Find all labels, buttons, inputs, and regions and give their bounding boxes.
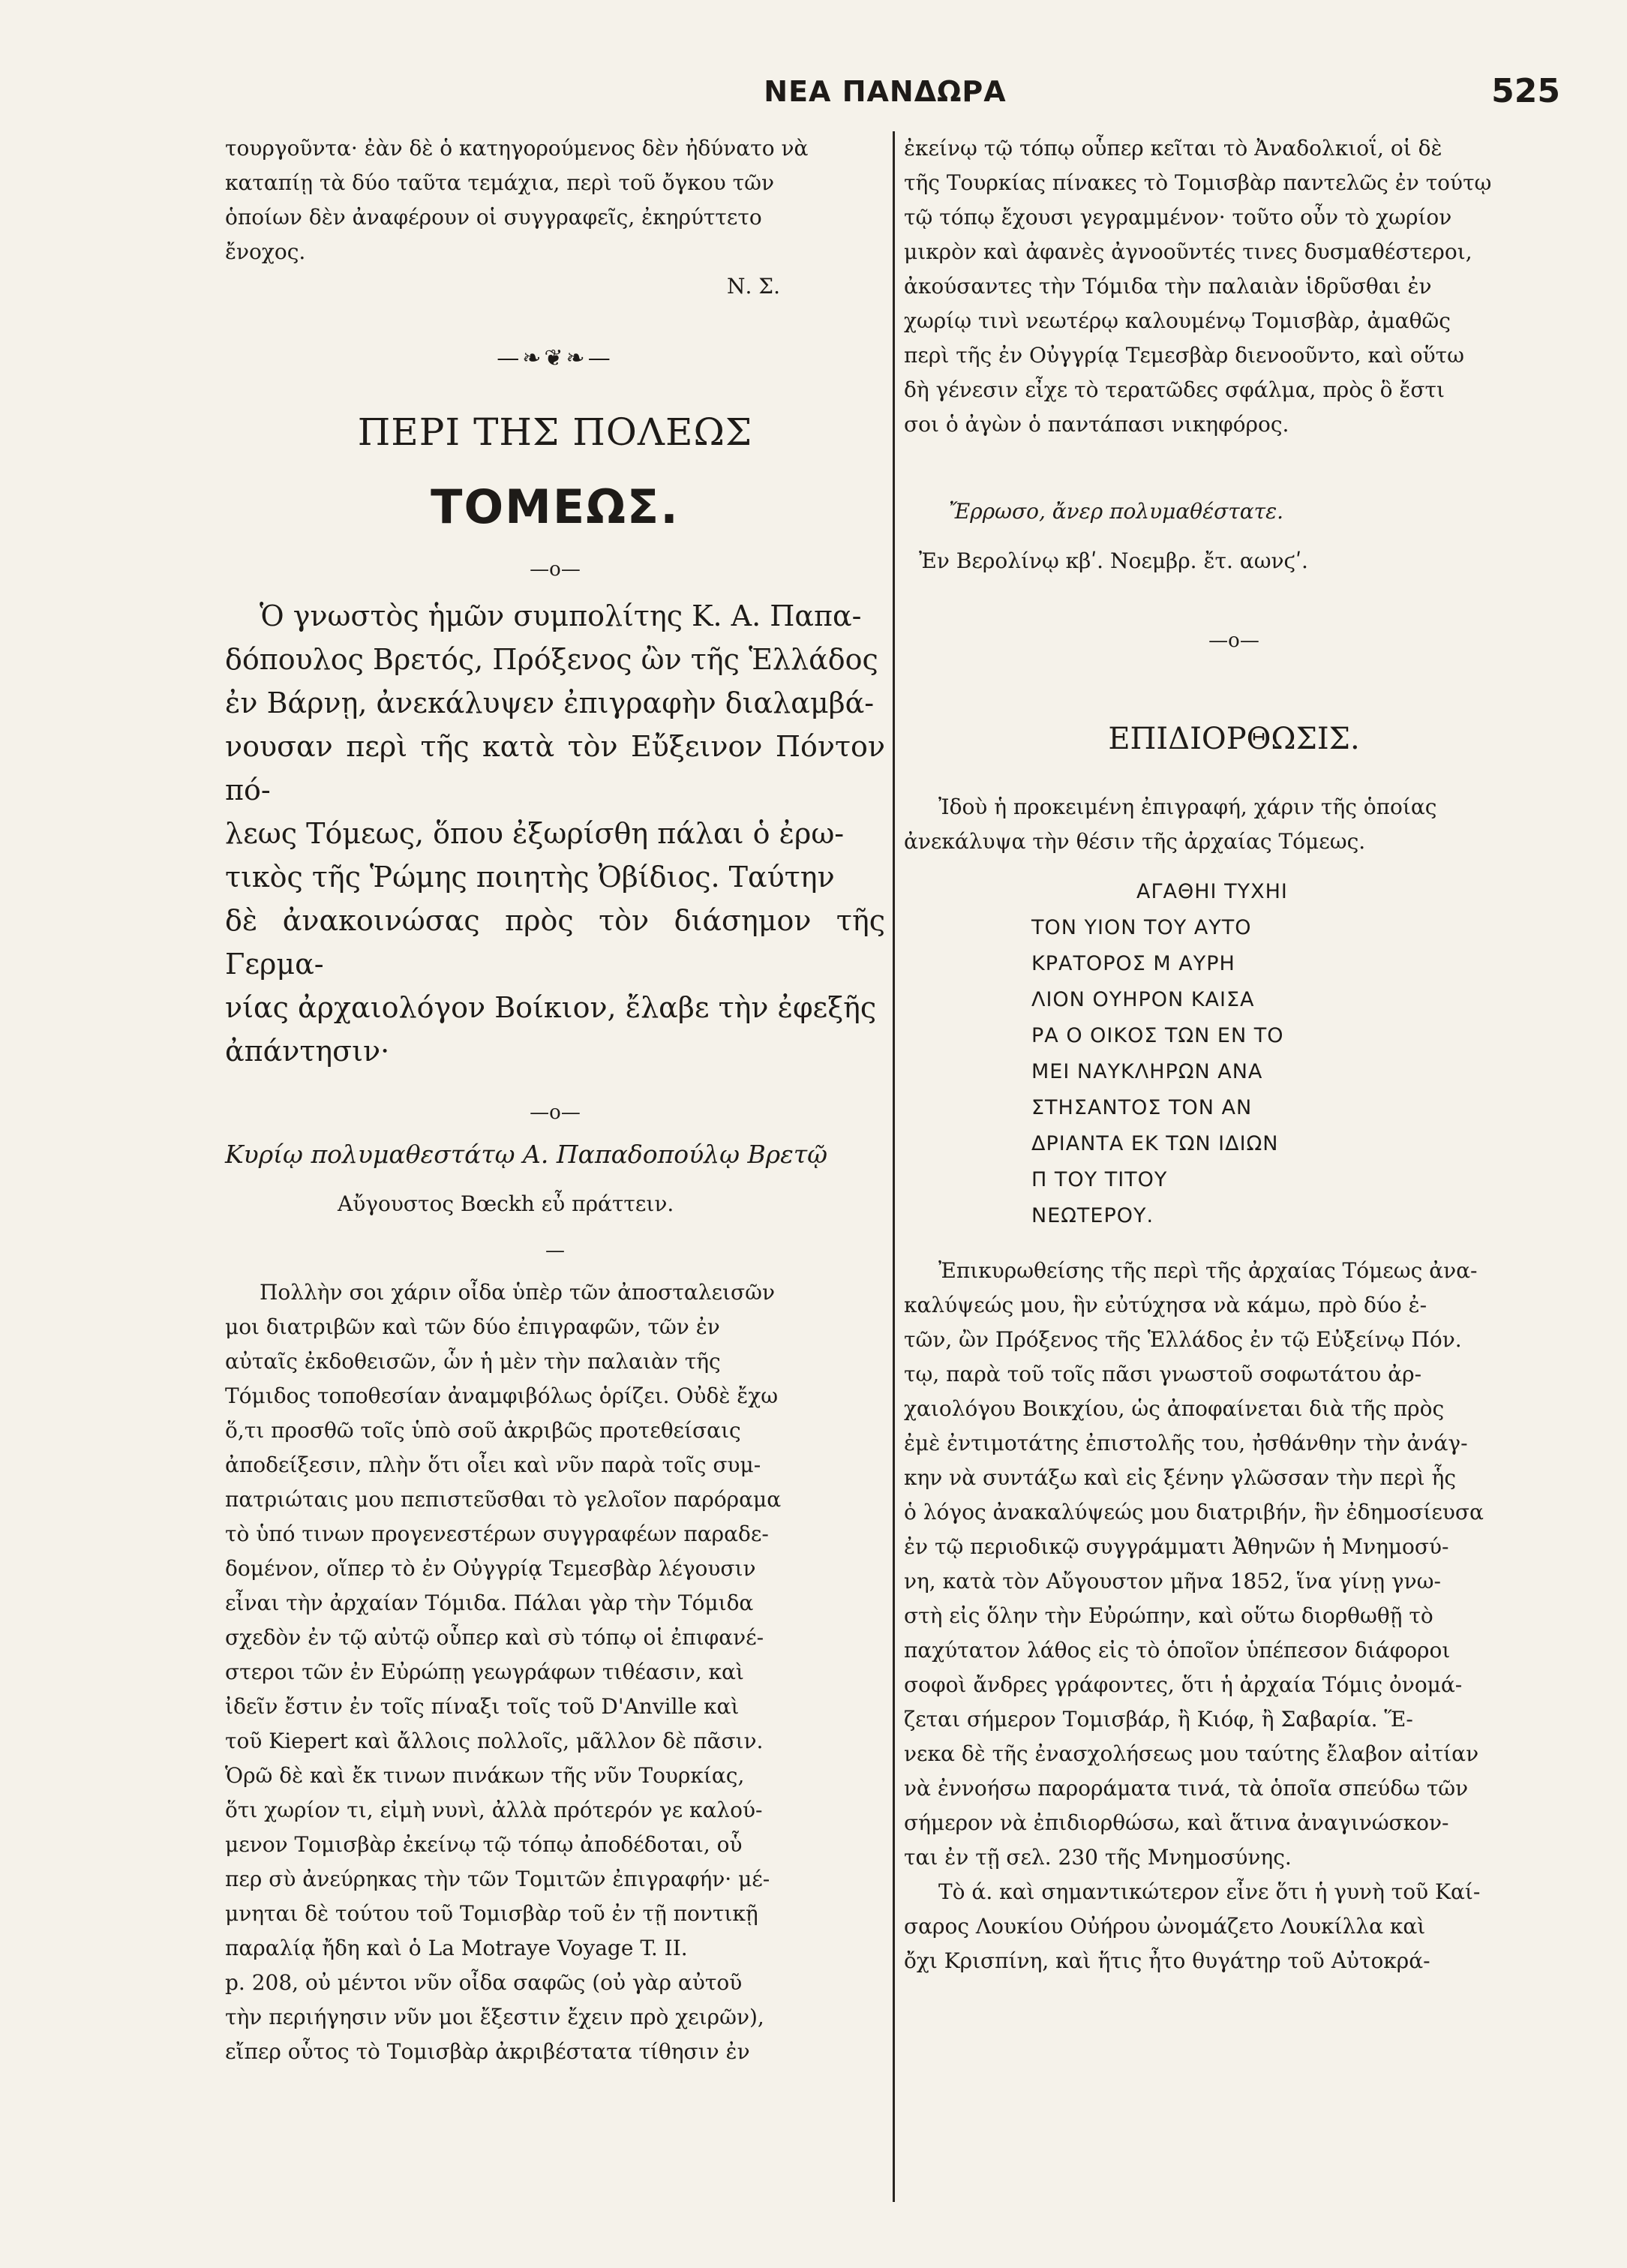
text-line: στεροι τῶν ἐν Εὐρώπῃ γεωγράφων τιθέασιν, καὶ <box>225 1660 744 1684</box>
text-line: νὰ ἐννοήσω παροράματα τινά, τὰ ὁποῖα σπεύδω τῶν <box>904 1776 1469 1801</box>
text-line: Τὸ ά. καὶ σημαντικώτερον εἶνε ὅτι ἡ γυνὴ τοῦ Καί- <box>938 1879 1481 1904</box>
correction-body <box>904 1254 1564 1978</box>
article-heading-city: ΤΟΜΕΩΣ. <box>431 479 680 534</box>
text-line: τῆς Τουρκίας πίνακες τὸ Τομισβὰρ παντελῶς ἐν τούτῳ <box>904 170 1492 195</box>
text-line: λεως Τόμεως, ὅπου ἐξωρίσθη πάλαι ὁ ἐρω- <box>225 817 845 850</box>
text-line: δόπουλος Βρετός, Πρόξενος ὢν τῆς Ἑλλάδος <box>225 643 878 676</box>
text-line: τικὸς τῆς Ῥώμης ποιητὴς Ὀβίδιος. Ταύτην <box>225 861 835 894</box>
text-line: χαιολόγου Βοικχίου, ὡς ἀποφαίνεται διὰ τῆς πρὸς <box>904 1396 1445 1421</box>
text-line: Ἰδοὺ ἡ προκειμένη ἐπιγραφή, χάριν τῆς ὁποίας <box>938 795 1437 819</box>
text-line: ζεται σήμερον Τομισβάρ, ἢ Κιόφ, ἢ Σαβαρία. Ἕ- <box>904 1707 1413 1732</box>
right-column <box>904 131 1564 1978</box>
text-line: νεκα δὲ τῆς ἐνασχολήσεως μου ταύτης ἔλαβον αἰτίαν <box>904 1741 1479 1766</box>
text-line: νίας ἀρχαιολόγον Βοίκιον, ἔλαβε τὴν ἐφεξῆς <box>225 991 877 1024</box>
text-line: νουσαν περὶ τῆς κατὰ τὸν Εὔξεινον Πόντον πό- <box>225 730 885 807</box>
inscription-line: ΚΡΑΤΟΡΟΣ Μ ΑΥΡΗ <box>1031 952 1235 975</box>
text-line: περὶ τῆς ἐν Οὐγγρίᾳ Τεμεσβὰρ διενοοῦντο, καὶ οὕτω <box>904 343 1464 368</box>
text-line: χωρίῳ τινὶ νεωτέρῳ καλουμένῳ Τομισβὰρ, ἀμαθῶς <box>904 308 1451 333</box>
text-line: ὄχι Κρισπίνη, καὶ ἥτις ἦτο θυγάτηρ τοῦ Αὐτοκρά- <box>904 1948 1430 1973</box>
text-line: καλύψεώς μου, ἣν εὐτύχησα νὰ κάμω, πρὸ δύο ἐ- <box>904 1293 1427 1317</box>
text-line: ἀποδείξεσιν, πλὴν ὅτι οἶει καὶ νῦν παρὰ τοῖς συμ- <box>225 1452 761 1477</box>
letter-farewell: Ἔρρωσο, ἄνερ πολυμαθέστατε. <box>949 499 1284 524</box>
letter-place-date: Ἐν Βερολίνῳ κβʹ. Νοεμβρ. ἔτ. αωνϛʹ. <box>919 548 1308 573</box>
text-line: ὁποίων δὲν ἀναφέρουν οἱ συγγραφεῖς, ἐκηρύττετο <box>225 205 762 230</box>
text-line: ἰδεῖν ἔστιν ἐν τοῖς πίναξι τοῖς τοῦ D'Anville καὶ <box>225 1694 740 1719</box>
text-line: ἀπάντησιν· <box>225 1035 390 1068</box>
text-line: ἐν Βάρνῃ, ἀνεκάλυψεν ἐπιγραφὴν διαλαμβά- <box>225 686 875 719</box>
text-line: ται ἐν τῇ σελ. 230 τῆς Μνημοσύνης. <box>904 1845 1292 1870</box>
intro-paragraph <box>225 594 885 1073</box>
letter-greeting: Αὔγουστος Bœckh εὖ πράττειν. <box>338 1191 674 1216</box>
text-line: τῶν, ὢν Πρόξενος τῆς Ἑλλάδος ἐν τῷ Εὐξείνῳ Πόν. <box>904 1327 1462 1352</box>
text-line: Τόμιδος τοποθεσίαν ἀναμφιβόλως ὁρίζει. Οὐδὲ ἔχω <box>225 1383 779 1408</box>
text-line: σοι ὁ ἀγὼν ὁ παντάπασι νικηφόρος. <box>904 412 1289 437</box>
inscription-line: Π ΤΟΥ ΤΙΤΟΥ <box>1031 1168 1168 1191</box>
text-line: πατριώταις μου πεπιστεῦσθαι τὸ γελοῖον παρόραμα <box>225 1487 782 1512</box>
text-line: σήμερον νὰ ἐπιδιορθώσω, καὶ ἅτινα ἀναγινώσκον- <box>904 1810 1449 1835</box>
inscription-line: ΜΕΙ ΝΑΥΚΛΗΡΩΝ ΑΝΑ <box>1031 1060 1263 1083</box>
article-heading: ΠΕΡΙ ΤΗΣ ΠΟΛΕΩΣ <box>357 410 753 454</box>
text-line: ἀνεκάλυψα τὴν θέσιν τῆς ἀρχαίας Τόμεως. <box>904 829 1366 854</box>
text-line: τὴν περιήγησιν νῦν μοι ἔξεστιν ἔχειν πρὸ χειρῶν), <box>225 2005 764 2029</box>
text-line: καταπίῃ τὰ δύο ταῦτα τεμάχια, περὶ τοῦ ὄγκου τῶν <box>225 170 775 195</box>
letter-address: Κυρίῳ πολυμαθεστάτῳ Α. Παπαδοπούλῳ Βρετῷ <box>225 1140 828 1169</box>
page-number: 525 <box>1491 72 1560 110</box>
text-line: ἀκούσαντες τὴν Τόμιδα τὴν παλαιὰν ἱδρῦσθαι ἐν <box>904 274 1432 299</box>
inscription-line: ΝΕΩΤΕΡΟΥ. <box>1031 1204 1154 1227</box>
text-line: τὸ ὑπό τινων προγενεστέρων συγγραφέων παραδε- <box>225 1522 769 1546</box>
page-header <box>225 72 1575 120</box>
separator: —o— <box>530 558 581 581</box>
text-line: ἐκείνῳ τῷ τόπῳ οὗπερ κεῖται τὸ Ἀναδολκιοΐ, οἱ δὲ <box>904 136 1442 161</box>
text-line: ὁ λόγος ἀνακαλύψεώς μου διατριβήν, ἣν ἐδημοσίευσα <box>904 1500 1484 1525</box>
text-line: μικρὸν καὶ ἀφανὲς ἀγνοοῦντές τινες δυσμαθέστεροι, <box>904 239 1472 264</box>
section-heading: ΕΠΙΔΙΟΡΘΩΣΙΣ. <box>1108 722 1360 756</box>
letter-body <box>225 1275 885 2069</box>
text-line: εἴπερ οὗτος τὸ Τομισβὰρ ἀκριβέστατα τίθησιν ἐν <box>225 2039 750 2064</box>
text-line: αὐταῖς ἐκδοθεισῶν, ὧν ἡ μὲν τὴν παλαιὰν τῆς <box>225 1349 721 1374</box>
column-rule <box>893 131 895 2202</box>
running-title: ΝΕΑ ΠΑΝΔΩΡΑ <box>764 75 1007 108</box>
separator: —o— <box>530 1101 581 1124</box>
text-line: δομένον, οἵπερ τὸ ἐν Οὐγγρίᾳ Τεμεσβὰρ λέγουσιν <box>225 1556 756 1581</box>
inscription-line: ΡΑ Ο ΟΙΚΟΣ ΤΩΝ ΕΝ ΤΟ <box>1031 1024 1284 1047</box>
text-line: Πολλὴν σοι χάριν οἶδα ὑπὲρ τῶν ἀποσταλεισῶν <box>260 1280 775 1305</box>
inscription-title: ΑΓΑΘΗΙ ΤΥΧΗΙ <box>1136 880 1288 903</box>
author-initials: Ν. Σ. <box>727 274 780 299</box>
text-line: σοφοὶ ἄνδρες γράφοντες, ὅτι ἡ ἀρχαία Τόμις ὀνομά- <box>904 1672 1463 1697</box>
text-line: μνηται δὲ τούτου τοῦ Τομισβὰρ τοῦ ἐν τῇ ποντικῇ <box>225 1901 758 1926</box>
text-line: τῳ, παρὰ τοῦ τοῖς πᾶσι γνωστοῦ σοφωτάτου ἀρ- <box>904 1362 1422 1386</box>
inscription-line: ΣΤΗΣΑΝΤΟΣ ΤΟΝ ΑΝ <box>1031 1096 1253 1119</box>
text-line: στὴ εἰς ὅλην τὴν Εὐρώπην, καὶ οὕτω διορθωθῇ τὸ <box>904 1603 1433 1628</box>
text-line: μενον Τομισβὰρ ἐκείνῳ τῷ τόπῳ ἀποδέδοται, οὗ <box>225 1832 743 1857</box>
text-line: p. 208, οὐ μέντοι νῦν οἶδα σαφῶς (οὐ γὰρ αὐτοῦ <box>225 1970 743 1995</box>
text-line: νη, κατὰ τὸν Αὔγουστον μῆνα 1852, ἵνα γίνῃ γνω- <box>904 1569 1441 1594</box>
text-line: κην νὰ συντάξω καὶ εἰς ξένην γλῶσσαν τὴν περὶ ἧς <box>904 1465 1456 1490</box>
text-line: εἶναι τὴν ἀρχαίαν Τόμιδα. Πάλαι γὰρ τὴν Τόμιδα <box>225 1591 754 1615</box>
text-line: μοι διατριβῶν καὶ τῶν δύο ἐπιγραφῶν, τῶν ἐν <box>225 1314 720 1339</box>
text-line: τῷ τόπῳ ἔχουσι γεγραμμένον· τοῦτο οὖν τὸ χωρίον <box>904 205 1452 230</box>
ornament-divider: —❧❦❧— <box>497 345 614 371</box>
left-column <box>225 131 885 2069</box>
text-line: τουργοῦντα· ἐὰν δὲ ὁ κατηγορούμενος δὲν ἠδύνατο νὰ <box>225 136 809 161</box>
text-line: Ἐπικυρωθείσης τῆς περὶ τῆς ἀρχαίας Τόμεως ἀνα- <box>938 1258 1478 1283</box>
text-line: ἐν τῷ περιοδικῷ συγγράμματι Ἀθηνῶν ἡ Μνημοσύ- <box>904 1534 1449 1559</box>
text-line: παραλίᾳ ἤδη καὶ ὁ La Motraye Voyage T. II. <box>225 1936 688 1960</box>
inscription-line: ΔΡΙΑΝΤΑ ΕΚ ΤΩΝ ΙΔΙΩΝ <box>1031 1132 1279 1155</box>
text-line: τοῦ Kiepert καὶ ἄλλοις πολλοῖς, μᾶλλον δὲ πᾶσιν. <box>225 1729 764 1753</box>
text-line: ἐμὲ ἐντιμοτάτης ἐπιστολῆς του, ἠσθάνθην τὴν ἀνάγ- <box>904 1431 1468 1455</box>
text-line: περ σὺ ἀνεύρηκας τὴν τῶν Τομιτῶν ἐπιγραφήν· μέ- <box>225 1867 770 1891</box>
text-line: σχεδὸν ἐν τῷ αὐτῷ οὗπερ καὶ σὺ τόπῳ οἱ ἐπιφανέ- <box>225 1625 764 1650</box>
inscription-line: ΤΟΝ ΥΙΟΝ ΤΟΥ ΑΥΤΟ <box>1031 916 1252 939</box>
text-line: ἔνοχος. <box>225 239 306 264</box>
text-line: δὲ ἀνακοινώσας πρὸς τὸν διάσημον τῆς Γερμα- <box>225 904 885 981</box>
text-line: παχύτατον λάθος εἰς τὸ ὁποῖον ὑπέπεσον διάφοροι <box>904 1638 1451 1663</box>
separator: — <box>545 1239 565 1262</box>
text-line: σαρος Λουκίου Οὐήρου ὠνομάζετο Λουκίλλα καὶ <box>904 1914 1426 1939</box>
text-line: Ὁ γνωστὸς ἡμῶν συμπολίτης Κ. Α. Παπα- <box>260 599 862 632</box>
text-line: ὅ,τι προσθῶ τοῖς ὑπὸ σοῦ ἀκριβῶς προτεθείσαις <box>225 1418 741 1443</box>
text-line: δὴ γένεσιν εἶχε τὸ τερατῶδες σφάλμα, πρὸς ὃ ἔστι <box>904 377 1445 402</box>
inscription-line: ΛΙΟΝ ΟΥΗΡΟΝ ΚΑΙΣΑ <box>1031 988 1255 1011</box>
text-line: Ὁρῶ δὲ καὶ ἔκ τινων πινάκων τῆς νῦν Τουρκίας, <box>225 1763 745 1788</box>
inscription-block <box>1031 874 1564 1234</box>
separator: —o— <box>1208 629 1259 652</box>
text-line: ὅτι χωρίον τι, εἰμὴ νυνὶ, ἀλλὰ πρότερόν γε καλού- <box>225 1798 763 1822</box>
